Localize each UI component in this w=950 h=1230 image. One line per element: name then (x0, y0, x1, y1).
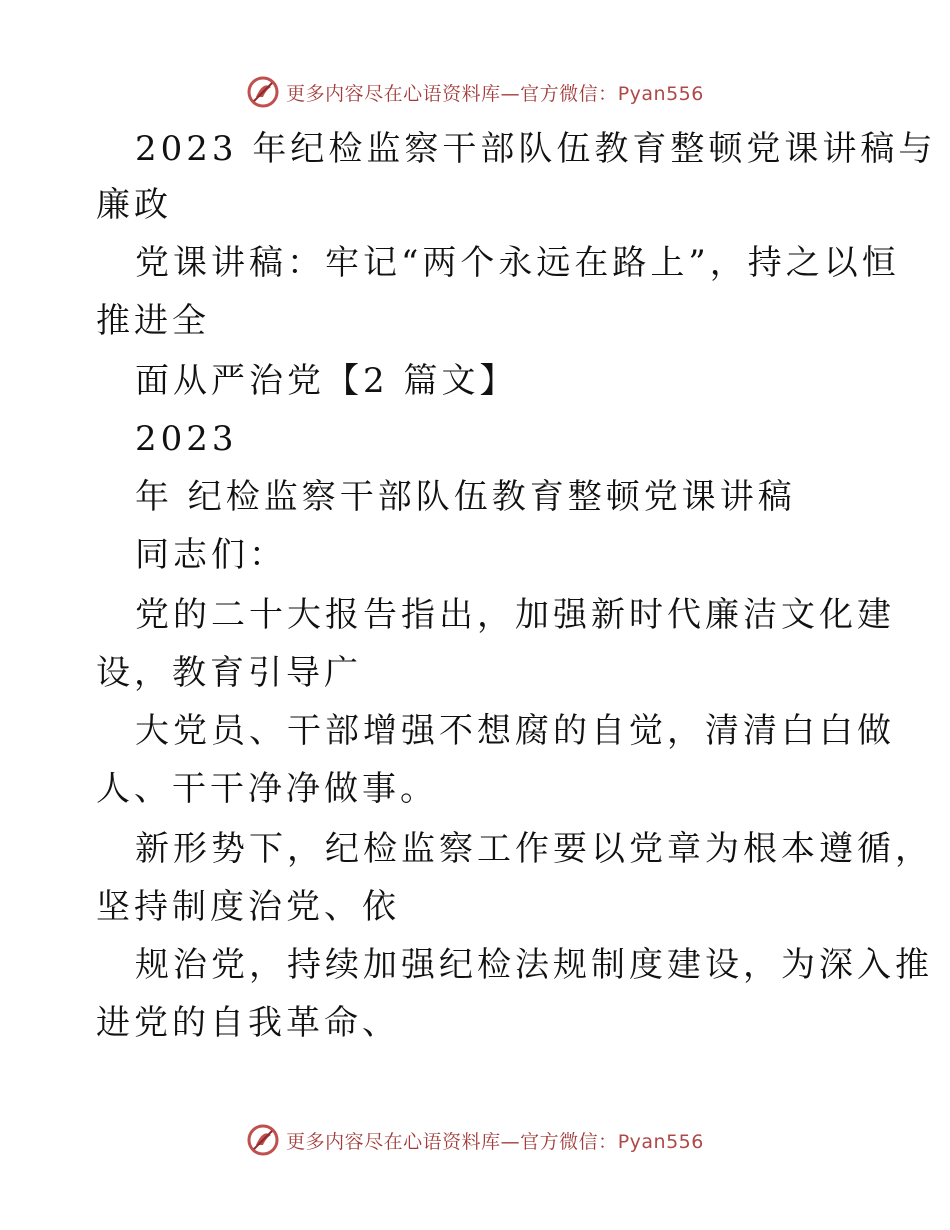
paragraph-line: 规治党，持续加强纪检法规制度建设，为深入推 (135, 945, 933, 985)
paragraph-line: 坚持制度治党、依 (96, 887, 400, 927)
greeting-line: 同志们： (135, 535, 287, 575)
subtitle-line: 年 纪检监察干部队伍教育整顿党课讲稿 (135, 477, 796, 517)
title-line-3: 党课讲稿：牢记“两个永远在路上”，持之以恒 (135, 243, 900, 283)
watermark-wechat-label: 官方微信： (520, 82, 618, 105)
footer-watermark (0, 1120, 950, 1160)
paragraph-line: 大党员、干部增强不想腐的自觉，清清白白做 (135, 711, 895, 751)
watermark-text (286, 1127, 704, 1154)
watermark-group (246, 1123, 704, 1157)
paragraph-line: 党的二十大报告指出，加强新时代廉洁文化建 (135, 595, 895, 635)
paragraph-line: 新形势下，纪检监察工作要以党章为根本遵循， (135, 829, 933, 869)
paragraph-line: 设，教育引导广 (96, 653, 362, 693)
watermark-separator: — (500, 1130, 521, 1153)
paragraph-line: 进党的自我革命、 (96, 1003, 400, 1043)
year-line: 2023 (135, 419, 238, 459)
title-line-4: 推进全 (96, 301, 210, 341)
watermark-wechat-label: 官方微信： (520, 1130, 618, 1153)
title-line-2: 廉政 (96, 185, 172, 225)
watermark-group (246, 75, 704, 109)
title-line-5: 面从严治党【2 篇文】 (135, 361, 518, 401)
header-watermark (0, 72, 950, 112)
paragraph-line: 人、干干净净做事。 (96, 769, 438, 809)
watermark-wechat-id: Pyan556 (617, 1130, 704, 1153)
library-logo-icon (246, 75, 280, 109)
watermark-wechat-id: Pyan556 (617, 82, 704, 105)
library-logo-icon (246, 1123, 280, 1157)
watermark-main: 更多内容尽在心语资料库 (286, 82, 501, 105)
title-line-1: 2023 年纪检监察干部队伍教育整顿党课讲稿与 (135, 129, 937, 169)
watermark-main: 更多内容尽在心语资料库 (286, 1130, 501, 1153)
watermark-separator: — (500, 82, 521, 105)
watermark-text (286, 79, 704, 106)
